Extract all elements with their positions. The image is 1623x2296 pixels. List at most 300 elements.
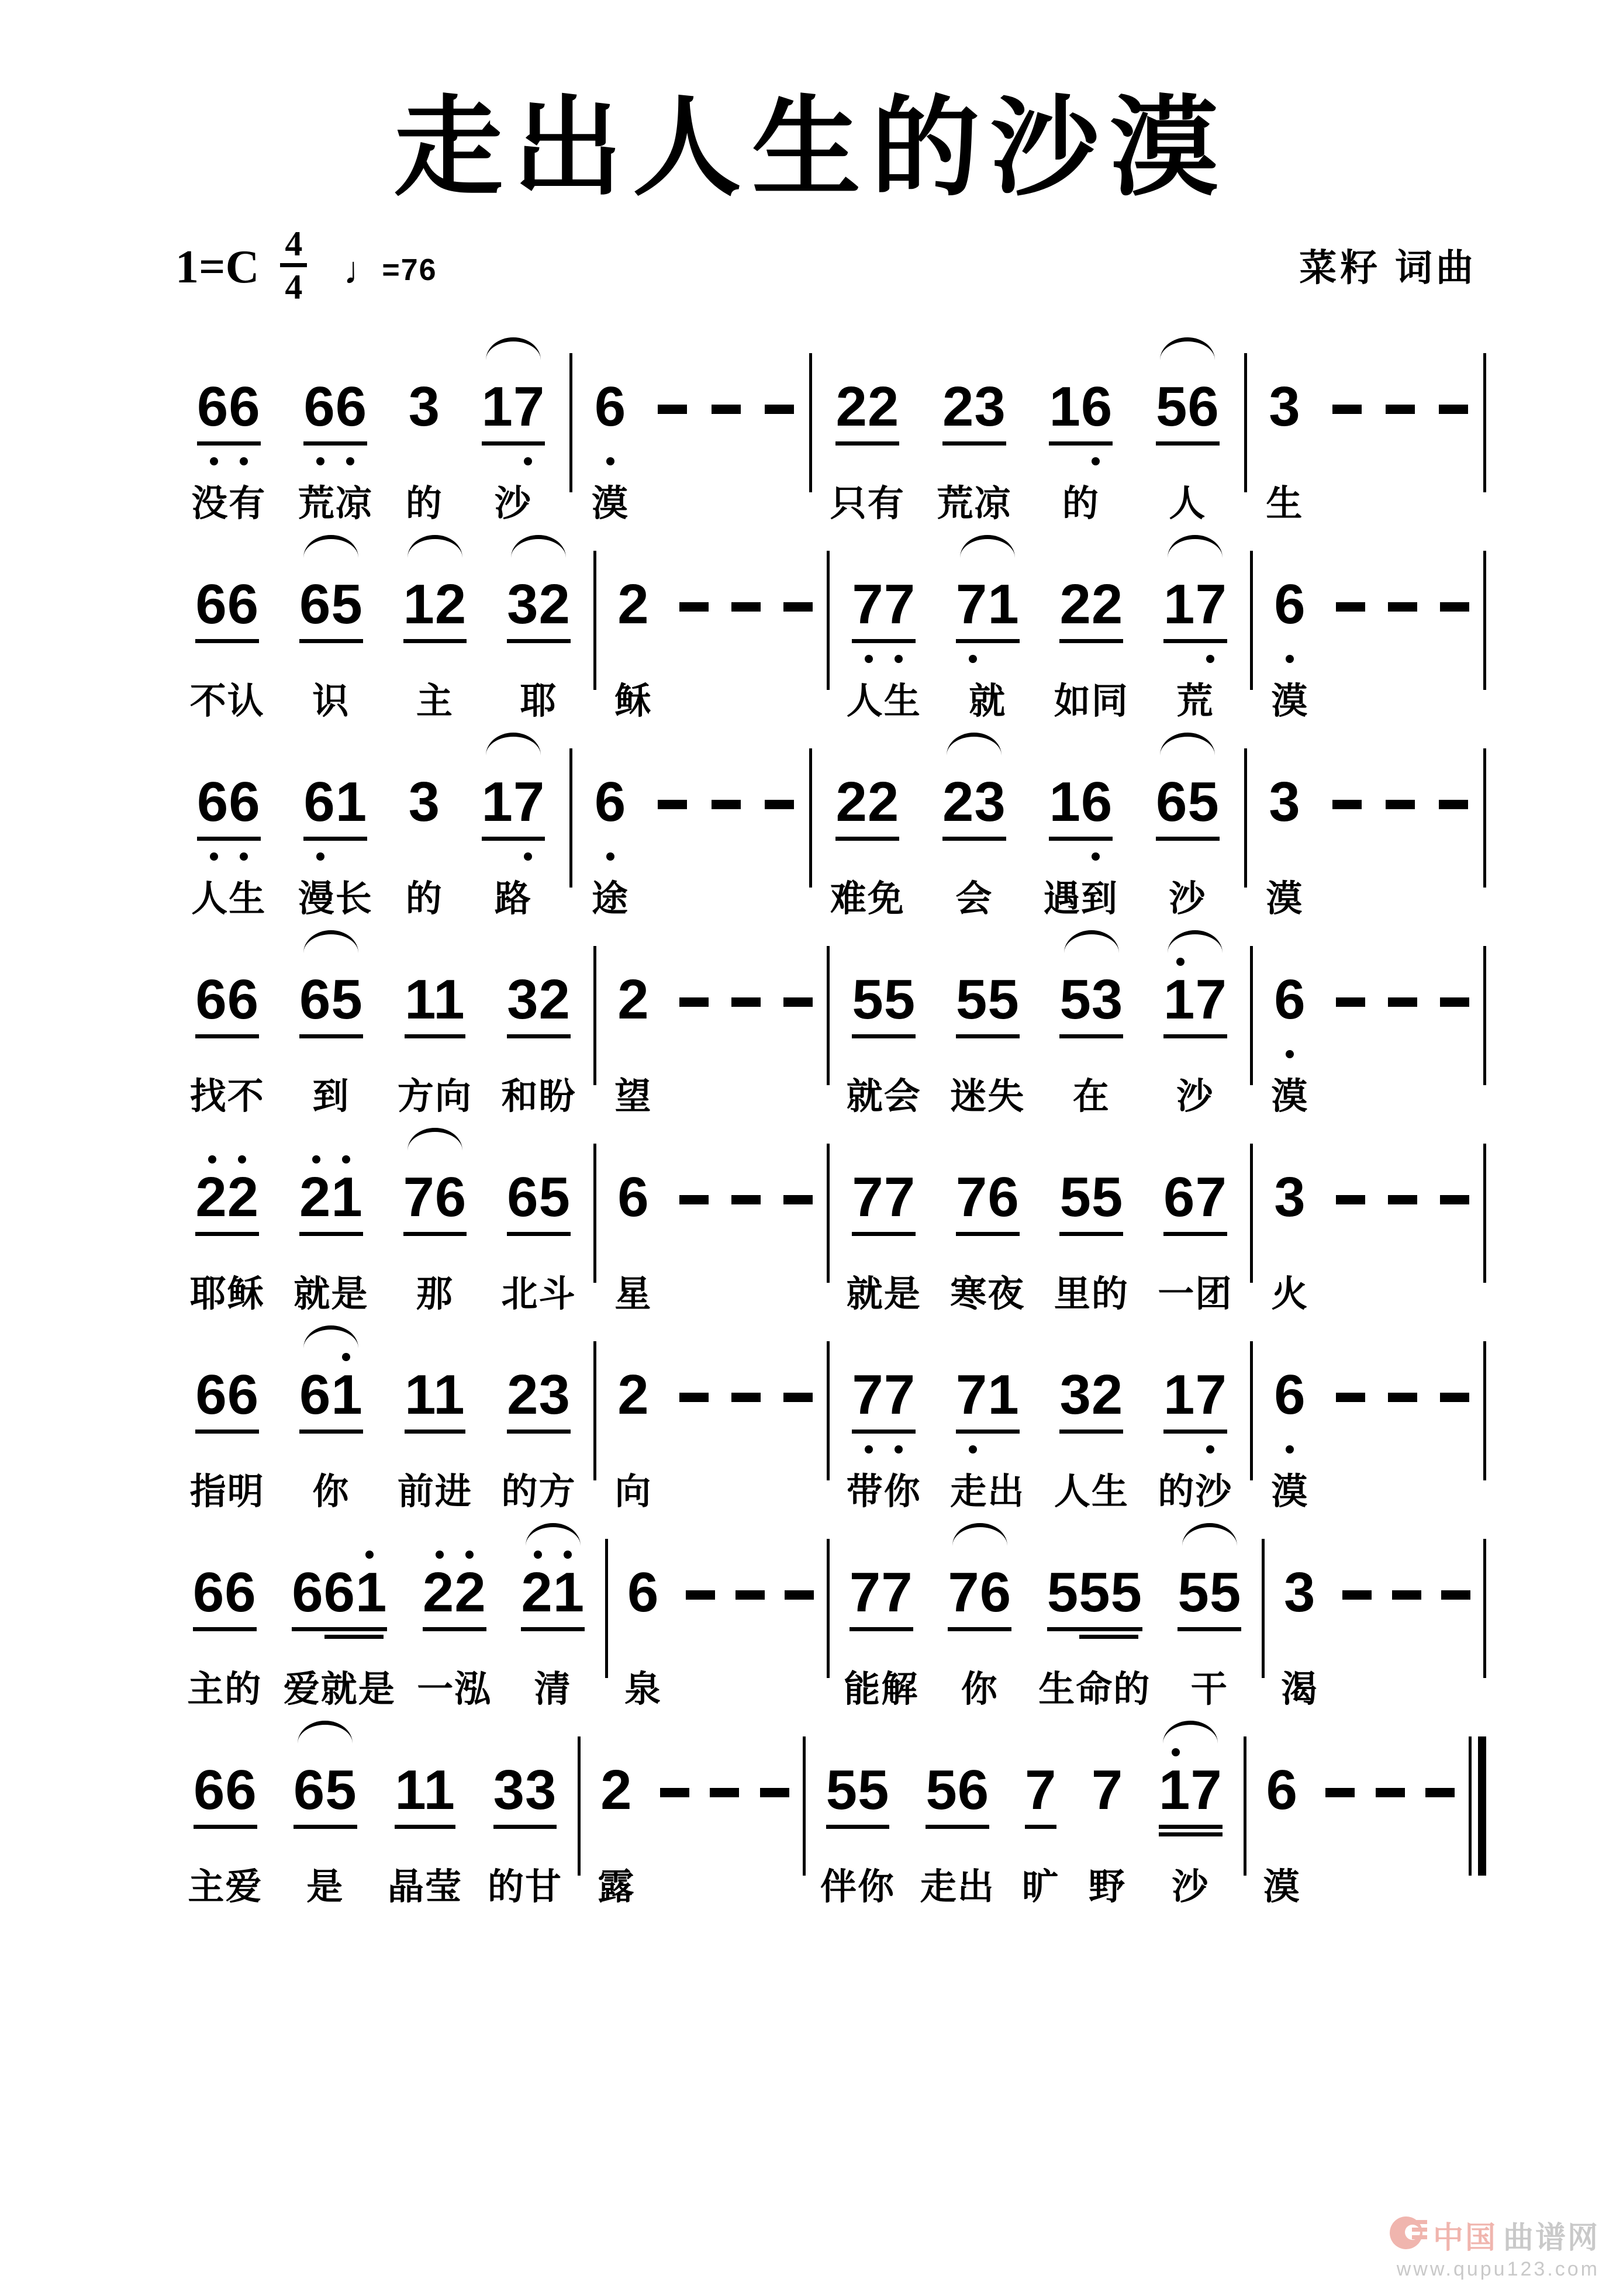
duration-dash-mark (731, 1393, 761, 1402)
note-group (610, 1519, 676, 1714)
note-group (383, 1124, 487, 1319)
digits-wrap (955, 572, 1020, 643)
note-group (282, 333, 389, 529)
digits-zone (405, 1363, 465, 1441)
slur-zone (1428, 926, 1480, 953)
note-group (1255, 1124, 1324, 1319)
lyric-syllable: 主 (416, 681, 454, 721)
digits-wrap (852, 1165, 916, 1236)
octave-low-dot-slot (858, 1836, 888, 1853)
octave-low-dot-slot (1275, 650, 1305, 668)
note-digits: 17 (482, 773, 545, 841)
duration-dash-mark (686, 1590, 715, 1600)
octave-low-dots-row (1180, 1638, 1239, 1656)
dash-zone (1388, 1168, 1417, 1243)
slur-icon (303, 535, 358, 558)
octave-low-dots-row (1062, 1441, 1121, 1458)
slur-zone (1028, 728, 1135, 755)
lyric-syllable: 不认 (189, 681, 265, 721)
octave-low-dots-row (1026, 1836, 1056, 1853)
digits-zone (942, 375, 1006, 453)
lyric-syllable: 的方 (501, 1471, 576, 1512)
duration-dash-mark (1388, 1393, 1417, 1402)
digits-wrap (195, 572, 260, 643)
note-digits: 55 (956, 971, 1020, 1038)
digits-wrap (1274, 968, 1306, 1031)
digits-wrap (1163, 1165, 1227, 1236)
octave-low-dots-row (944, 453, 1004, 470)
note-digits: 76 (956, 1168, 1020, 1236)
lyric-syllable: 能解 (844, 1669, 919, 1710)
digits-zone (955, 1363, 1020, 1441)
slur-zone (699, 728, 752, 755)
octave-low-dot-slot (1092, 1243, 1121, 1261)
octave-low-dot-slot (405, 1441, 435, 1458)
octave-low-dots-row (619, 650, 648, 668)
dash-zone (735, 1563, 765, 1638)
slur-zone (1376, 1321, 1428, 1348)
octave-low-dot-slot (987, 1441, 1017, 1458)
duration-dash-mark (679, 997, 709, 1007)
slur-zone (668, 1124, 720, 1151)
octave-low-dot-slot (538, 1243, 568, 1261)
barline-mark (1483, 1539, 1486, 1678)
meta-row (0, 208, 1623, 305)
duration-dash-mark (785, 1590, 814, 1600)
note-group (808, 1717, 908, 1912)
slur-zone (1255, 1321, 1324, 1348)
time-signature (280, 226, 307, 305)
octave-low-dot-slot (1161, 1836, 1190, 1853)
lyric-syllable: 那 (416, 1273, 454, 1314)
note-group (487, 1321, 591, 1517)
slur-zone (832, 1124, 936, 1151)
note-group (1040, 926, 1144, 1121)
slur-zone (279, 1321, 384, 1348)
dash-zone (731, 971, 761, 1045)
note-digits: 21 (521, 1563, 585, 1631)
slur-zone (282, 333, 389, 360)
octave-low-dots-row (828, 1836, 888, 1853)
digits-zone (196, 375, 261, 453)
octave-low-dot-slot (1210, 1638, 1239, 1656)
duration-dash (720, 1321, 772, 1517)
octave-low-dots-row (198, 650, 257, 668)
slur-zone (1267, 1519, 1332, 1546)
digits-wrap (196, 375, 261, 446)
slur-zone (832, 531, 936, 558)
dash-zone (1440, 1168, 1469, 1243)
duration-dash-mark (783, 1393, 813, 1402)
slur-icon (303, 930, 358, 953)
barline-mark (1262, 1539, 1265, 1678)
note-digits: 6 (1274, 572, 1306, 636)
digits-zone (1059, 572, 1124, 650)
barline-mark (1483, 748, 1486, 888)
octave-low-dot-slot (435, 1441, 465, 1458)
duration-dash (668, 531, 720, 726)
octave-low-dot-slot (1165, 650, 1195, 668)
duration-dash-mark (1440, 1393, 1469, 1402)
lyric-syllable: 漠 (1271, 1471, 1309, 1512)
octave-low-dots-row (301, 1243, 361, 1261)
duration-dash (650, 1717, 699, 1912)
digits-zone (403, 1165, 467, 1243)
octave-low-dots-row (1050, 1638, 1139, 1656)
octave-low-dot-slot (596, 848, 626, 865)
composer-credit: 菜籽 词曲 (1299, 246, 1477, 289)
score-line (175, 1124, 1489, 1319)
octave-low-dot-slot (851, 1638, 881, 1656)
octave-low-dots-row (405, 1243, 465, 1261)
digits-zone (408, 770, 441, 848)
digits-zone (617, 572, 650, 650)
slur-zone (1040, 926, 1144, 953)
note-digits: 65 (293, 1761, 357, 1829)
duration-dash (1376, 531, 1428, 726)
low-octave-dot-icon (524, 852, 532, 861)
slur-icon (952, 1523, 1007, 1546)
octave-low-dot-slot (324, 1638, 354, 1656)
note-group (1249, 728, 1321, 924)
digits-wrap (955, 1363, 1020, 1434)
digits-wrap (594, 770, 627, 833)
duration-dash (726, 1519, 775, 1714)
slur-zone (383, 926, 487, 953)
slur-zone (668, 1321, 720, 1348)
digits-zone (617, 968, 650, 1045)
slur-zone (279, 926, 384, 953)
note-digits: 12 (403, 575, 467, 643)
octave-low-dot-slot (1092, 650, 1121, 668)
octave-low-dot-slot (538, 1441, 568, 1458)
duration-dash (750, 1717, 799, 1912)
digits-zone (195, 1165, 260, 1243)
octave-low-dot-slot (331, 1441, 361, 1458)
digits-wrap (403, 1165, 467, 1236)
low-octave-dot-icon (969, 1445, 977, 1453)
slur-zone (668, 926, 720, 953)
note-group (383, 926, 487, 1121)
lyric-syllable: 就会 (846, 1076, 921, 1117)
dash-zone (660, 1761, 689, 1836)
octave-low-dots-row (195, 1638, 254, 1656)
digits-wrap (195, 1165, 260, 1236)
octave-low-dots-row (851, 1638, 911, 1656)
digits-wrap (955, 1165, 1020, 1236)
octave-low-dots-row (1285, 1638, 1315, 1656)
lyric-syllable: 到 (312, 1076, 350, 1117)
dash-zone (1425, 1761, 1455, 1836)
octave-low-dots-row (1165, 1441, 1225, 1458)
note-digits: 56 (1156, 378, 1220, 446)
duration-dash-mark (1342, 1590, 1372, 1600)
slur-zone (936, 1321, 1040, 1348)
octave-low-dots-row (1062, 1243, 1121, 1261)
note-group (383, 1321, 487, 1517)
octave-low-dot-slot (227, 650, 257, 668)
low-octave-dot-icon (1286, 1445, 1294, 1453)
octave-low-dots-row (306, 453, 365, 470)
note-group (832, 1519, 930, 1714)
digits-zone (955, 572, 1020, 650)
note-digits: 17 (1163, 1366, 1227, 1434)
digits-wrap (617, 1165, 650, 1228)
octave-low-dot-slot (198, 1243, 227, 1261)
note-group (375, 1717, 475, 1912)
low-octave-dot-icon (1092, 852, 1100, 861)
slur-zone (750, 1717, 799, 1743)
note-digits: 66 (303, 378, 367, 446)
octave-low-dot-slot (424, 1638, 454, 1656)
digits-zone (835, 375, 900, 453)
digits-zone (1269, 770, 1301, 848)
duration-dash-mark (1441, 1590, 1470, 1600)
octave-low-dot-slot (944, 453, 974, 470)
slur-zone (726, 1519, 775, 1546)
digits-wrap (481, 770, 545, 841)
digits-wrap (1269, 375, 1301, 438)
octave-low-dots-row (1161, 1836, 1220, 1853)
note-digits: 2 (617, 968, 650, 1031)
duration-dash-mark (1336, 1195, 1365, 1204)
note-group (931, 1519, 1029, 1714)
octave-low-dot-slot (1275, 1243, 1305, 1261)
note-group (1028, 333, 1135, 529)
note-group (487, 926, 591, 1121)
octave-low-dots-row (629, 1638, 658, 1656)
octave-low-dot-slot (198, 1441, 227, 1458)
lyric-syllable: 荒凉 (937, 483, 1012, 524)
note-digits: 21 (299, 1168, 363, 1236)
slur-icon (1168, 930, 1223, 953)
digits-zone (1059, 1165, 1124, 1243)
octave-low-dot-slot (1092, 1045, 1121, 1063)
octave-low-dot-slot (1165, 1045, 1195, 1063)
slur-zone (1374, 333, 1427, 360)
dash-zone (785, 1563, 814, 1638)
duration-dash (1382, 1519, 1431, 1714)
slur-icon (486, 337, 541, 360)
duration-dash-mark (1439, 405, 1468, 414)
digits-wrap (299, 968, 363, 1038)
digits-wrap (852, 1363, 916, 1434)
barline-mark (593, 551, 596, 690)
score-line (175, 926, 1489, 1121)
octave-low-dots-row (1275, 650, 1305, 668)
octave-low-dot-slot (331, 1045, 361, 1063)
duration-dash-mark (1325, 1788, 1355, 1797)
octave-low-dots-row (1165, 1045, 1225, 1063)
slur-zone (599, 531, 668, 558)
digits-wrap (192, 1560, 257, 1631)
note-digits: 7 (1091, 1758, 1124, 1821)
octave-low-dot-slot (868, 453, 897, 470)
digits-wrap (1274, 1165, 1306, 1228)
slur-zone (1415, 1717, 1465, 1743)
octave-low-dot-slot (409, 848, 439, 865)
slur-zone (282, 728, 389, 755)
digits-wrap (1059, 1165, 1124, 1236)
digits-zone (422, 1560, 486, 1638)
digits-wrap (507, 968, 571, 1038)
slur-zone (610, 1519, 676, 1546)
duration-dash (1427, 728, 1480, 924)
duration-dash (668, 1321, 720, 1517)
note-digits: 17 (482, 378, 545, 446)
duration-dash-mark (679, 1393, 709, 1402)
lyric-syllable: 前进 (397, 1471, 472, 1512)
slur-zone (676, 1519, 725, 1546)
octave-low-dots-row (619, 1243, 648, 1261)
slur-zone (279, 1124, 384, 1151)
dash-zone (1336, 1168, 1365, 1243)
slur-zone (275, 1717, 375, 1743)
note-digits: 66 (197, 378, 261, 446)
duration-dash (699, 728, 752, 924)
octave-low-dot-slot (1062, 650, 1092, 668)
dash-zone (1440, 971, 1469, 1045)
digits-zone (955, 968, 1020, 1045)
dash-zone (679, 971, 709, 1045)
lyric-syllable: 如同 (1054, 681, 1129, 721)
lyric-syllable: 主爱 (188, 1866, 263, 1907)
barline-mark (827, 946, 830, 1085)
octave-low-dots-row (1158, 453, 1217, 470)
slur-zone (1249, 728, 1321, 755)
qupu-logo-icon (1390, 2216, 1427, 2254)
digits-zone (926, 1758, 990, 1836)
high-octave-dot-icon (465, 1551, 474, 1559)
dash-zone (1441, 1563, 1470, 1638)
duration-dash (772, 531, 824, 726)
note-digits: 66 (193, 1563, 257, 1631)
barline-mark (1244, 748, 1247, 888)
duration-dash (1376, 1321, 1428, 1517)
octave-low-dot-slot (1081, 848, 1111, 865)
low-octave-dot-icon (1092, 457, 1100, 465)
slur-zone (832, 1321, 936, 1348)
tempo-value: =76 (382, 253, 437, 288)
note-digits: 6 (1274, 968, 1306, 1031)
octave-low-dots-row (495, 1836, 555, 1853)
dash-zone (1392, 1563, 1421, 1638)
duration-dash-mark (1336, 1393, 1365, 1402)
score-line (175, 333, 1489, 529)
lyric-syllable: 人 (1169, 483, 1207, 524)
note-digits: 65 (507, 1168, 571, 1236)
lyric-syllable: 爱就是 (283, 1669, 396, 1710)
octave-low-dot-slot (868, 848, 897, 865)
low-octave-dot-icon (1286, 1050, 1294, 1058)
note-group (274, 1519, 405, 1714)
note-digits: 3 (1269, 375, 1301, 438)
digits-wrap (507, 572, 571, 643)
duration-dash-mark (679, 1195, 709, 1204)
slur-zone (375, 1717, 475, 1743)
note-group (583, 1717, 650, 1912)
final-barline-thin (1469, 1736, 1472, 1876)
digits-zone (507, 1165, 571, 1243)
barline-mark (1250, 1341, 1253, 1480)
octave-low-dot-slot (987, 1045, 1017, 1063)
watermark-url: www.qupu123.com (1396, 2258, 1600, 2280)
octave-low-dot-slot (838, 453, 868, 470)
octave-low-dots-row (1270, 453, 1300, 470)
note-group (1255, 926, 1324, 1121)
note-digits: 16 (1049, 378, 1113, 446)
octave-low-dot-slot (1158, 453, 1187, 470)
note-group (1255, 531, 1324, 726)
note-group (504, 1519, 602, 1714)
lyric-syllable: 的甘 (487, 1866, 562, 1907)
digits-wrap (405, 968, 465, 1038)
note-group (383, 531, 487, 726)
slur-zone (1332, 1519, 1382, 1546)
high-octave-dot-icon (342, 1353, 350, 1361)
barline-mark (1483, 1144, 1486, 1283)
slur-zone (487, 926, 591, 953)
note-digits: 55 (852, 971, 916, 1038)
duration-dash-mark (1388, 1195, 1417, 1204)
duration-dash (1428, 1124, 1480, 1319)
duration-dash-mark (783, 997, 813, 1007)
note-digits: 22 (1059, 575, 1123, 643)
octave-low-dots-row (1275, 1441, 1305, 1458)
digits-zone (521, 1560, 585, 1638)
octave-low-dots-row (944, 848, 1004, 865)
watermark-site-red: 中国 (1432, 2221, 1497, 2255)
high-octave-dot-icon (1176, 958, 1185, 966)
lyric-syllable: 方向 (397, 1076, 472, 1117)
digits-wrap (1155, 375, 1220, 446)
slur-zone (1376, 1124, 1428, 1151)
duration-dash-mark (1388, 997, 1417, 1007)
octave-low-dot-slot (454, 1638, 484, 1656)
lyric-syllable: 路 (494, 878, 532, 919)
octave-low-dot-slot (1275, 1045, 1305, 1063)
dash-zone (1342, 1563, 1372, 1638)
duration-dash (646, 728, 699, 924)
note-digits: 6 (617, 1165, 650, 1228)
duration-dash-mark (765, 405, 794, 414)
octave-low-dots-row (198, 1243, 257, 1261)
slur-zone (772, 926, 824, 953)
digits-zone (594, 375, 627, 453)
octave-low-dots-row (195, 1836, 255, 1853)
digits-zone (1274, 572, 1306, 650)
dash-zone (1386, 378, 1415, 453)
dash-zone (783, 575, 813, 650)
slur-icon (1160, 733, 1215, 755)
dash-zone (710, 1761, 739, 1836)
octave-low-dot-slot (1110, 1638, 1139, 1656)
digits-zone (299, 1363, 363, 1441)
note-group (1007, 1717, 1074, 1912)
barline-mark (1483, 353, 1486, 492)
slur-zone (1365, 1717, 1415, 1743)
dash-zone (760, 1761, 789, 1836)
digits-wrap (1163, 572, 1227, 643)
octave-low-dot-slot (509, 650, 538, 668)
slur-icon (408, 535, 462, 558)
barline-mark (578, 1736, 581, 1876)
dash-zone (1332, 378, 1362, 453)
key-signature (175, 224, 437, 306)
note-group (175, 1321, 279, 1517)
slur-zone (1040, 1321, 1144, 1348)
dash-zone (783, 971, 813, 1045)
